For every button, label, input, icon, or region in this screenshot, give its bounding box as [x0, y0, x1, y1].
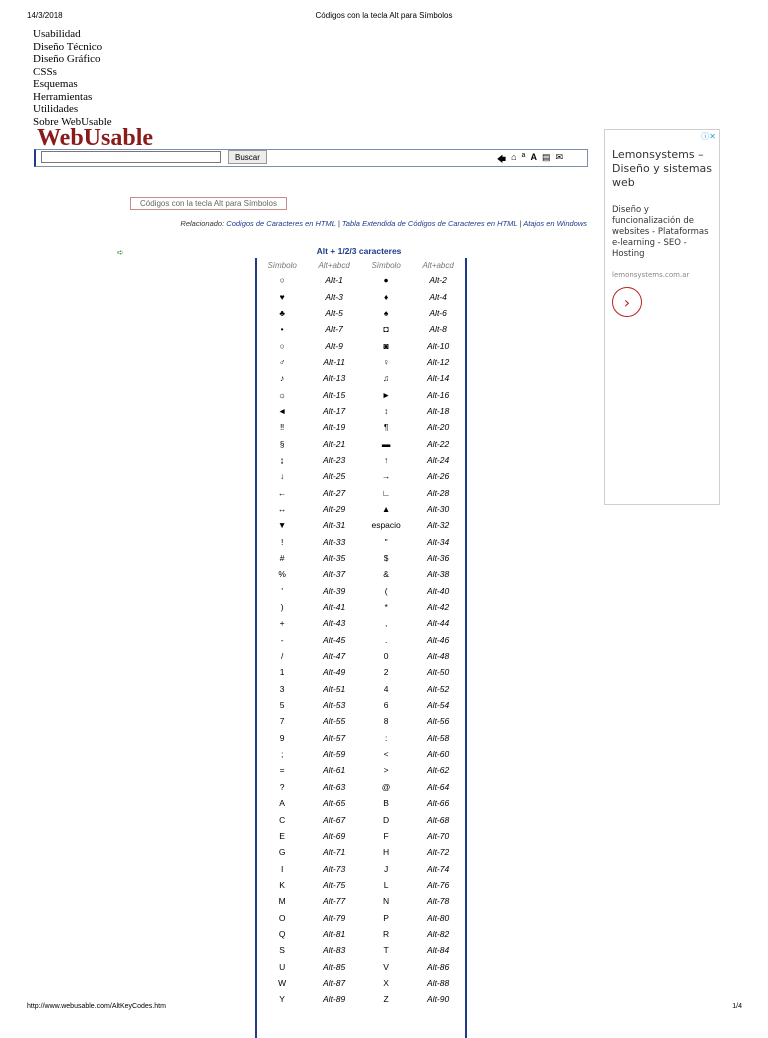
symbol-cell: F	[383, 830, 389, 841]
alt-code-cell: Alt-55	[323, 716, 346, 727]
symbol-cell: K	[279, 879, 285, 890]
symbol-cell: T	[383, 945, 389, 956]
table-row	[257, 468, 465, 484]
table-row	[257, 860, 465, 876]
search-button[interactable]: Buscar	[228, 150, 267, 164]
nav-link-herramientas[interactable]: Herramientas	[33, 90, 93, 103]
ad-domain: lemonsystems.com.ar	[612, 271, 690, 279]
symbol-cell: V	[383, 961, 389, 972]
table-row	[257, 599, 465, 615]
table-row	[257, 615, 465, 631]
symbol-cell: I	[280, 863, 284, 874]
table-title: Alt + 1/2/3 caracteres	[316, 246, 402, 256]
symbol-cell: Z	[383, 994, 389, 1005]
alt-code-cell: Alt-9	[325, 340, 343, 351]
symbol-cell: 3	[279, 683, 285, 694]
table-row	[257, 811, 465, 827]
alt-code-cell: Alt-32	[427, 520, 450, 531]
alt-code-cell: Alt-24	[427, 454, 450, 465]
symbol-cell: >	[383, 765, 389, 776]
alt-code-cell: Alt-60	[427, 749, 450, 760]
symbol-cell: §	[279, 438, 285, 449]
table-row	[257, 844, 465, 860]
table-row	[257, 517, 465, 533]
symbol-cell: ♫	[382, 373, 390, 384]
symbol-cell: J	[384, 863, 389, 874]
column-header: Alt+abcd	[318, 260, 350, 270]
table-row	[257, 942, 465, 958]
symbol-cell: →	[381, 471, 391, 482]
alt-code-cell: Alt-19	[323, 422, 346, 433]
alt-code-cell: Alt-77	[323, 896, 346, 907]
symbol-cell: )	[280, 602, 284, 613]
symbol-cell: R	[383, 928, 390, 939]
symbol-cell: ‼	[280, 422, 285, 433]
symbol-cell: S	[279, 945, 285, 956]
alt-code-cell: Alt-1	[325, 275, 343, 286]
table-row	[257, 452, 465, 468]
alt-code-cell: Alt-46	[427, 634, 450, 645]
table-row	[257, 681, 465, 697]
symbol-cell: ¶	[383, 422, 389, 433]
symbol-cell: O	[278, 912, 286, 923]
alt-code-cell: Alt-16	[427, 389, 450, 400]
alt-code-cell: Alt-78	[427, 896, 450, 907]
symbol-cell: ▬	[381, 438, 391, 449]
related-link-extended-table[interactable]: Tabla Extendida de Códigos de Caracteres en HTML	[341, 219, 518, 228]
symbol-cell: espacio	[371, 520, 401, 531]
symbol-cell: 7	[279, 716, 285, 727]
alt-code-cell: Alt-42	[427, 602, 450, 613]
column-header: Símbolo	[267, 260, 297, 270]
symbol-cell: Q	[278, 928, 286, 939]
alt-code-cell: Alt-41	[323, 602, 346, 613]
table-row	[257, 337, 465, 353]
alt-code-cell: Alt-33	[323, 536, 346, 547]
symbol-cell: ♂	[278, 356, 286, 367]
symbol-cell: G	[278, 847, 286, 858]
symbol-cell: C	[279, 814, 286, 825]
page-number: 1/4	[732, 1003, 742, 1010]
alt-code-cell: Alt-25	[323, 471, 346, 482]
table-row	[257, 534, 465, 550]
alt-code-cell: Alt-18	[427, 405, 450, 416]
alt-code-cell: Alt-47	[323, 651, 346, 662]
symbol-cell: ►	[381, 389, 391, 400]
alt-code-cell: Alt-37	[323, 569, 346, 580]
symbol-cell: ♣	[279, 307, 285, 318]
table-row	[257, 288, 465, 304]
alt-code-cell: Alt-85	[323, 961, 346, 972]
alt-code-cell: Alt-23	[323, 454, 346, 465]
alt-code-cell: Alt-76	[427, 879, 450, 890]
alt-code-cell: Alt-35	[323, 553, 346, 564]
table-row	[257, 877, 465, 893]
symbol-cell: Y	[279, 994, 285, 1005]
alt-code-cell: Alt-90	[427, 994, 450, 1005]
table-row	[257, 779, 465, 795]
symbol-cell: H	[383, 847, 390, 858]
alt-code-cell: Alt-68	[427, 814, 450, 825]
alt-code-cell: Alt-64	[427, 781, 450, 792]
symbol-cell: @	[381, 781, 391, 792]
alt-code-cell: Alt-40	[427, 585, 450, 596]
symbol-cell: :	[384, 732, 388, 743]
nav-link-diseno-grafico[interactable]: Diseño Gráfico	[33, 53, 101, 65]
alt-code-cell: Alt-84	[427, 945, 450, 956]
symbol-cell: ◘	[383, 324, 389, 335]
table-header-row	[257, 258, 465, 272]
symbol-cell: ◄	[277, 405, 287, 416]
symbol-cell: N	[383, 896, 390, 907]
symbol-cell: 2	[383, 667, 389, 678]
alt-code-cell: Alt-12	[427, 356, 450, 367]
ad-banner[interactable]	[604, 129, 720, 505]
symbol-cell: ♦	[383, 291, 389, 302]
symbol-cell: &	[383, 569, 389, 580]
symbol-cell: X	[383, 977, 389, 988]
symbol-cell: B	[383, 798, 389, 809]
alt-code-cell: Alt-58	[427, 732, 450, 743]
nav-item-diseno-grafico[interactable]	[33, 53, 112, 66]
back-arrow-icon[interactable]: 🡄	[496, 154, 507, 164]
alt-code-cell: Alt-8	[429, 324, 447, 335]
alt-code-cell: Alt-45	[323, 634, 346, 645]
home-icon[interactable]: ⌂	[511, 152, 517, 162]
nav-link-csss[interactable]: CSSs	[33, 65, 57, 78]
page-title: Códigos con la tecla Alt para Símbolos	[130, 197, 287, 210]
toolbar-icons	[497, 152, 563, 168]
alt-code-cell: Alt-59	[323, 749, 346, 760]
symbol-cell: -	[280, 634, 284, 645]
symbol-cell: ○	[279, 340, 285, 351]
table-row	[257, 975, 465, 991]
symbol-cell: 6	[383, 700, 389, 711]
related-label: Relacionado:	[180, 219, 225, 228]
alt-code-cell: Alt-44	[427, 618, 450, 629]
alt-code-cell: Alt-83	[323, 945, 346, 956]
symbol-cell: '	[281, 585, 283, 596]
ad-title[interactable]: Lemonsystems – Diseño y sistemas web	[612, 148, 713, 189]
alt-code-cell: Alt-86	[427, 961, 450, 972]
symbol-cell: L	[383, 879, 389, 890]
alt-code-cell: Alt-5	[325, 307, 343, 318]
alt-code-cell: Alt-29	[323, 503, 346, 514]
alt-code-cell: Alt-61	[323, 765, 346, 776]
alt-code-cell: Alt-89	[323, 994, 346, 1005]
alt-code-cell: Alt-13	[323, 373, 346, 384]
symbol-cell: ♪	[280, 373, 285, 384]
alt-code-cell: Alt-30	[427, 503, 450, 514]
alt-code-cell: Alt-51	[323, 683, 346, 694]
print-title: Códigos con la tecla Alt para Símbolos	[315, 11, 453, 20]
symbol-cell: /	[280, 651, 284, 662]
table-row	[257, 697, 465, 713]
nav-link-esquemas[interactable]: Esquemas	[33, 78, 78, 90]
table-row	[257, 403, 465, 419]
symbol-cell: ○	[279, 275, 285, 286]
symbol-cell: 1	[279, 667, 285, 678]
table-row	[257, 909, 465, 925]
alt-code-cell: Alt-67	[323, 814, 346, 825]
table-row	[257, 354, 465, 370]
symbol-cell: 0	[383, 651, 389, 662]
alt-code-cell: Alt-72	[427, 847, 450, 858]
ad-description: Diseño y funcionalización de websites - Plataformas e-learning - SEO - Hosting	[612, 205, 709, 259]
symbol-cell: ♠	[383, 307, 389, 318]
alt-code-cell: Alt-39	[323, 585, 346, 596]
site-logo[interactable]: WebUsable	[37, 125, 154, 151]
alt-code-cell: Alt-34	[427, 536, 450, 547]
nav-item-usabilidad[interactable]	[33, 28, 112, 41]
symbol-cell: •	[280, 324, 284, 335]
alt-code-cell: Alt-49	[323, 667, 346, 678]
table-row	[257, 926, 465, 942]
increase-font-icon[interactable]: A	[530, 152, 537, 162]
nav-item-herramientas[interactable]	[33, 91, 112, 104]
alt-code-cell: Alt-2	[429, 275, 447, 286]
alt-code-cell: Alt-14	[427, 373, 450, 384]
nav-link-sobre[interactable]: Sobre WebUsable	[33, 115, 112, 128]
symbol-cell: =	[279, 765, 285, 776]
alt-code-cell: Alt-36	[427, 553, 450, 564]
table-row	[257, 828, 465, 844]
symbol-cell: D	[383, 814, 390, 825]
alt-code-cell: Alt-65	[323, 798, 346, 809]
table-row	[257, 713, 465, 729]
alt-code-cell: Alt-6	[429, 307, 447, 318]
column-header: Alt+abcd	[422, 260, 454, 270]
alt-code-cell: Alt-10	[427, 340, 450, 351]
symbol-cell: #	[279, 553, 285, 564]
table-row	[257, 991, 465, 1007]
ad-arrow-icon[interactable]: ›	[612, 287, 642, 317]
alt-code-cell: Alt-81	[323, 928, 346, 939]
symbol-cell: U	[279, 961, 286, 972]
nav-item-diseno-tecnico[interactable]	[33, 41, 112, 54]
symbol-cell: ↨	[280, 454, 285, 465]
table-row	[257, 795, 465, 811]
table-row	[257, 370, 465, 386]
table-row	[257, 648, 465, 664]
symbol-cell: E	[279, 830, 285, 841]
alt-code-cell: Alt-7	[325, 324, 343, 335]
alt-code-cell: Alt-54	[427, 700, 450, 711]
column-header: Símbolo	[371, 260, 401, 270]
alt-code-cell: Alt-71	[323, 847, 346, 858]
symbol-cell: 8	[383, 716, 389, 727]
table-row	[257, 550, 465, 566]
main-nav	[33, 28, 112, 128]
symbol-cell: ↕	[384, 405, 389, 416]
symbol-cell: <	[383, 749, 389, 760]
alt-code-cell: Alt-62	[427, 765, 450, 776]
search-toolbar	[34, 149, 588, 167]
table-row	[257, 501, 465, 517]
alt-code-cell: Alt-70	[427, 830, 450, 841]
alt-code-cell: Alt-50	[427, 667, 450, 678]
alt-code-cell: Alt-73	[323, 863, 346, 874]
symbol-cell: A	[279, 798, 285, 809]
alt-code-cell: Alt-4	[429, 291, 447, 302]
symbol-cell: (	[384, 585, 388, 596]
symbol-cell: ;	[280, 749, 284, 760]
alt-code-cell: Alt-43	[323, 618, 346, 629]
alt-code-cell: Alt-21	[323, 438, 346, 449]
symbol-cell: 4	[383, 683, 389, 694]
alt-code-cell: Alt-52	[427, 683, 450, 694]
related-link-windows-shortcuts[interactable]: Atajos en Windows	[523, 219, 587, 228]
symbol-cell: W	[278, 977, 287, 988]
symbol-cell: ←	[277, 487, 287, 498]
alt-code-cell: Alt-17	[323, 405, 346, 416]
symbol-cell: $	[383, 553, 389, 564]
symbol-cell: ,	[384, 618, 388, 629]
alt-code-cell: Alt-27	[323, 487, 346, 498]
symbol-cell: ●	[383, 275, 389, 286]
symbol-cell: .	[384, 634, 388, 645]
symbol-cell: ▲	[381, 503, 391, 514]
mail-icon[interactable]: ✉	[555, 152, 563, 162]
alt-code-cell: Alt-11	[323, 356, 345, 367]
symbol-cell: %	[278, 569, 286, 580]
alt-code-cell: Alt-80	[427, 912, 450, 923]
alt-code-cell: Alt-88	[427, 977, 450, 988]
symbol-cell: ↔	[277, 503, 287, 514]
table-row	[257, 762, 465, 778]
search-input[interactable]	[41, 151, 221, 163]
symbol-cell: ♥	[279, 291, 285, 302]
alt-code-cell: Alt-57	[323, 732, 346, 743]
alt-code-cell: Alt-75	[323, 879, 346, 890]
alt-code-cell: Alt-48	[427, 651, 450, 662]
alt-code-cell: Alt-53	[323, 700, 346, 711]
print-date: 14/3/2018	[27, 11, 63, 20]
table-body	[257, 272, 465, 1007]
symbol-cell: ?	[279, 781, 285, 792]
alt-code-cell: Alt-20	[427, 422, 450, 433]
alt-code-cell: Alt-31	[323, 520, 346, 531]
nav-link-utilidades[interactable]: Utilidades	[33, 103, 79, 115]
table-row	[257, 958, 465, 974]
symbol-cell: ♀	[382, 356, 390, 367]
related-links: Relacionado: Codigos de Caracteres en HTML | Tabla Extendida de Códigos de Caracteres en HTML | Atajos en Windows	[180, 219, 587, 228]
nav-item-csss[interactable]	[33, 66, 112, 79]
symbol-cell: !	[280, 536, 284, 547]
print-url: http://www.webusable.com/AltKeyCodes.htm	[27, 1003, 166, 1010]
table-row	[257, 664, 465, 680]
nav-item-utilidades[interactable]	[33, 103, 112, 116]
alt-code-cell: Alt-38	[427, 569, 450, 580]
alt-code-cell: Alt-26	[427, 471, 450, 482]
table-row	[257, 893, 465, 909]
table-row	[257, 321, 465, 337]
symbol-cell: M	[278, 896, 286, 907]
nav-item-esquemas[interactable]	[33, 78, 112, 91]
table-row	[257, 435, 465, 451]
alt-code-cell: Alt-56	[427, 716, 450, 727]
symbol-cell: ↑	[384, 454, 389, 465]
symbol-cell: "	[384, 536, 388, 547]
alt-code-cell: Alt-69	[323, 830, 346, 841]
table-row	[257, 419, 465, 435]
symbol-cell: 9	[279, 732, 285, 743]
symbol-cell: ◙	[383, 340, 389, 351]
symbol-cell: ▼	[277, 520, 287, 531]
table-row	[257, 305, 465, 321]
bullet-arrow-icon: ➪	[117, 248, 124, 257]
print-icon[interactable]: ▤	[541, 152, 551, 162]
table-row	[257, 386, 465, 402]
alt-code-cell: Alt-66	[427, 798, 450, 809]
table-row	[257, 484, 465, 500]
symbol-cell: +	[279, 618, 285, 629]
table-row	[257, 730, 465, 746]
symbol-cell: 5	[279, 700, 285, 711]
alt-code-cell: Alt-79	[323, 912, 346, 923]
ad-choices-icon[interactable]: ⓘ✕	[701, 132, 716, 141]
symbol-cell: ↓	[280, 471, 285, 482]
nav-link-diseno-tecnico[interactable]: Diseño Técnico	[33, 40, 103, 53]
alt-code-cell: Alt-28	[427, 487, 450, 498]
table-row	[257, 632, 465, 648]
table-row	[257, 272, 465, 288]
symbol-cell: ☼	[278, 389, 287, 400]
decrease-font-icon[interactable]: a	[521, 152, 526, 159]
alt-code-cell: Alt-87	[323, 977, 346, 988]
alt-code-cell: Alt-74	[427, 863, 450, 874]
table-row	[257, 583, 465, 599]
nav-link-usabilidad[interactable]: Usabilidad	[33, 28, 81, 40]
alt-code-cell: Alt-15	[323, 389, 346, 400]
alt-code-cell: Alt-63	[323, 781, 346, 792]
table-row	[257, 746, 465, 762]
alt-code-cell: Alt-3	[325, 291, 343, 302]
related-link-html-codes[interactable]: Codigos de Caracteres en HTML	[226, 219, 336, 228]
alt-codes-table	[255, 258, 467, 1038]
table-row	[257, 566, 465, 582]
symbol-cell: P	[383, 912, 389, 923]
symbol-cell: ∟	[381, 487, 391, 498]
alt-code-cell: Alt-22	[427, 438, 450, 449]
symbol-cell: *	[384, 602, 388, 613]
alt-code-cell: Alt-82	[427, 928, 450, 939]
